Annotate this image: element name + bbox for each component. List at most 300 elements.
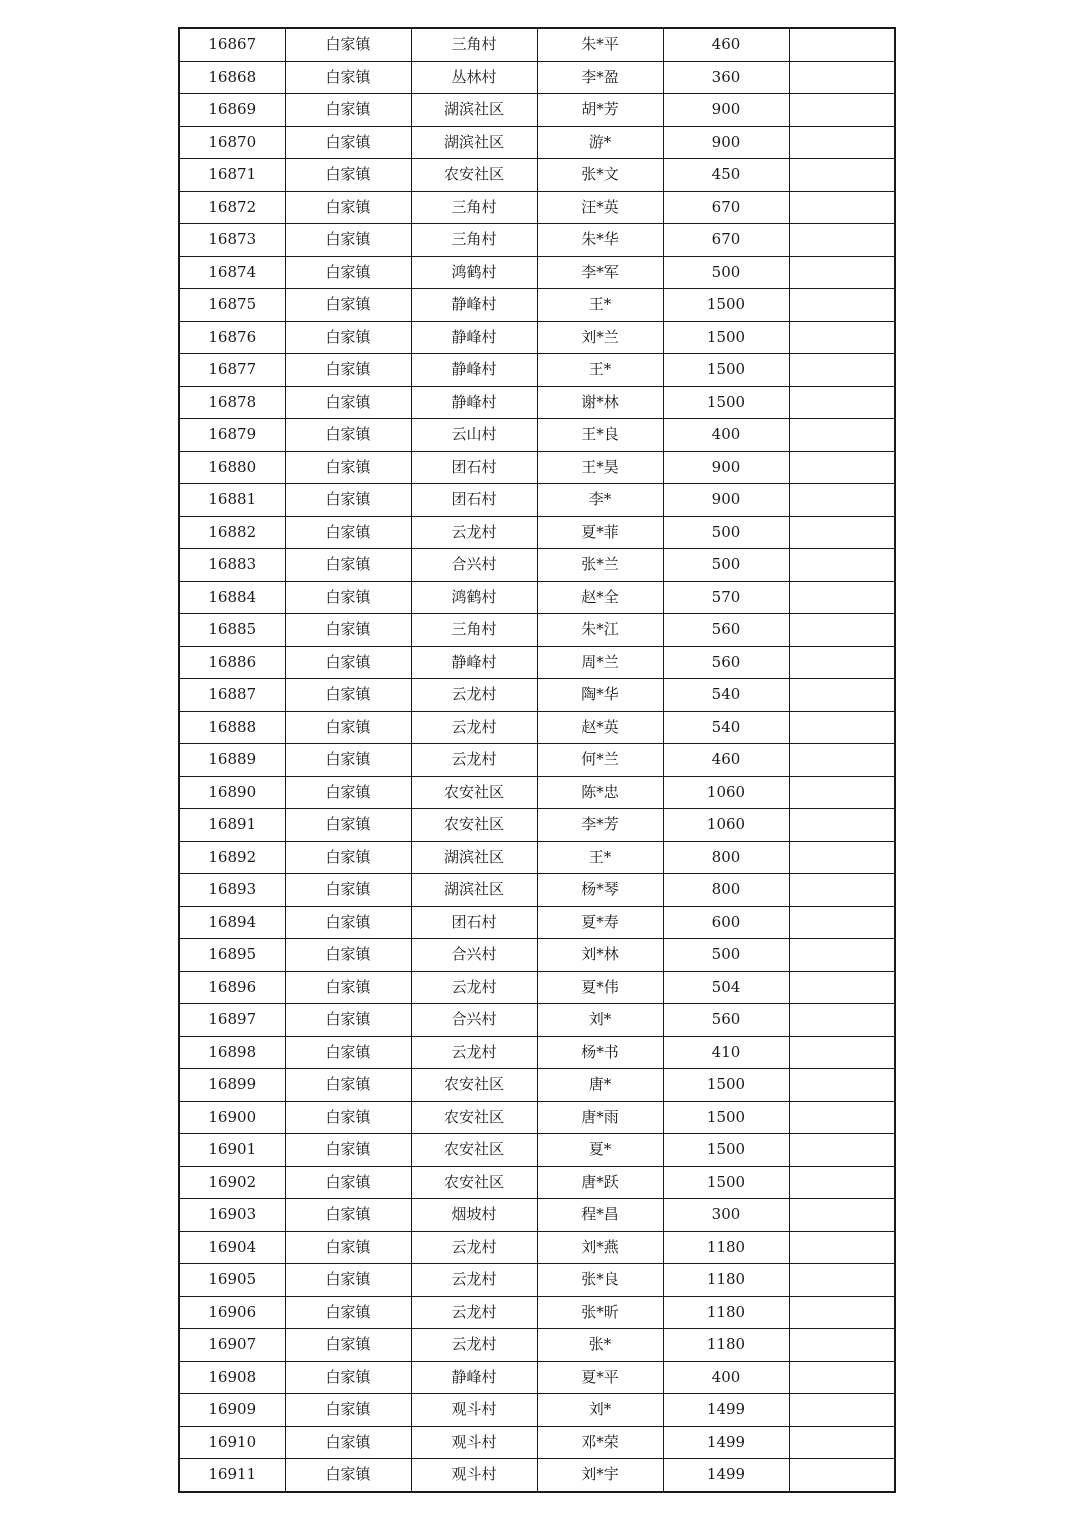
town-cell: 白家镇 <box>285 191 411 224</box>
amount-cell: 670 <box>663 191 789 224</box>
note-cell <box>789 289 895 322</box>
person-name-cell: 陶*华 <box>537 679 663 712</box>
table-row <box>179 971 895 1004</box>
village-cell: 静峰村 <box>411 386 537 419</box>
village-cell: 农安社区 <box>411 1134 537 1167</box>
town-cell: 白家镇 <box>285 94 411 127</box>
table-row <box>179 451 895 484</box>
town-cell: 白家镇 <box>285 289 411 322</box>
table-row <box>179 289 895 322</box>
row-index-cell: 16897 <box>179 1004 285 1037</box>
village-cell: 合兴村 <box>411 939 537 972</box>
amount-cell: 1500 <box>663 1101 789 1134</box>
table-row <box>179 191 895 224</box>
note-cell <box>789 1134 895 1167</box>
note-cell <box>789 126 895 159</box>
amount-cell: 540 <box>663 679 789 712</box>
row-index-cell: 16898 <box>179 1036 285 1069</box>
person-name-cell: 刘*宇 <box>537 1459 663 1492</box>
note-cell <box>789 581 895 614</box>
village-cell: 团石村 <box>411 484 537 517</box>
row-index-cell: 16880 <box>179 451 285 484</box>
amount-cell: 410 <box>663 1036 789 1069</box>
town-cell: 白家镇 <box>285 1069 411 1102</box>
town-cell: 白家镇 <box>285 1231 411 1264</box>
town-cell: 白家镇 <box>285 1361 411 1394</box>
row-index-cell: 16871 <box>179 159 285 192</box>
note-cell <box>789 451 895 484</box>
town-cell: 白家镇 <box>285 646 411 679</box>
note-cell <box>789 1101 895 1134</box>
note-cell <box>789 776 895 809</box>
person-name-cell: 刘* <box>537 1004 663 1037</box>
village-cell: 云龙村 <box>411 744 537 777</box>
row-index-cell: 16878 <box>179 386 285 419</box>
table-row <box>179 744 895 777</box>
person-name-cell: 夏*菲 <box>537 516 663 549</box>
table-row <box>179 1394 895 1427</box>
village-cell: 烟坡村 <box>411 1199 537 1232</box>
row-index-cell: 16896 <box>179 971 285 1004</box>
table-row <box>179 939 895 972</box>
row-index-cell: 16902 <box>179 1166 285 1199</box>
amount-cell: 1180 <box>663 1264 789 1297</box>
person-name-cell: 邓*荣 <box>537 1426 663 1459</box>
town-cell: 白家镇 <box>285 256 411 289</box>
person-name-cell: 朱*平 <box>537 28 663 61</box>
row-index-cell: 16903 <box>179 1199 285 1232</box>
amount-cell: 500 <box>663 516 789 549</box>
village-cell: 观斗村 <box>411 1394 537 1427</box>
row-index-cell: 16883 <box>179 549 285 582</box>
table-row <box>179 419 895 452</box>
town-cell: 白家镇 <box>285 809 411 842</box>
village-cell: 合兴村 <box>411 549 537 582</box>
table-row <box>179 581 895 614</box>
town-cell: 白家镇 <box>285 1004 411 1037</box>
row-index-cell: 16889 <box>179 744 285 777</box>
row-index-cell: 16874 <box>179 256 285 289</box>
note-cell <box>789 1166 895 1199</box>
village-cell: 丛林村 <box>411 61 537 94</box>
village-cell: 云龙村 <box>411 679 537 712</box>
table-row <box>179 484 895 517</box>
person-name-cell: 游* <box>537 126 663 159</box>
person-name-cell: 刘* <box>537 1394 663 1427</box>
row-index-cell: 16885 <box>179 614 285 647</box>
town-cell: 白家镇 <box>285 711 411 744</box>
note-cell <box>789 874 895 907</box>
row-index-cell: 16890 <box>179 776 285 809</box>
village-cell: 观斗村 <box>411 1459 537 1492</box>
note-cell <box>789 906 895 939</box>
table-row <box>179 516 895 549</box>
village-cell: 静峰村 <box>411 289 537 322</box>
note-cell <box>789 1264 895 1297</box>
row-index-cell: 16910 <box>179 1426 285 1459</box>
village-cell: 湖滨社区 <box>411 126 537 159</box>
note-cell <box>789 711 895 744</box>
person-name-cell: 朱*江 <box>537 614 663 647</box>
person-name-cell: 杨*琴 <box>537 874 663 907</box>
village-cell: 合兴村 <box>411 1004 537 1037</box>
note-cell <box>789 1361 895 1394</box>
village-cell: 静峰村 <box>411 321 537 354</box>
person-name-cell: 胡*芳 <box>537 94 663 127</box>
town-cell: 白家镇 <box>285 1296 411 1329</box>
amount-cell: 800 <box>663 841 789 874</box>
town-cell: 白家镇 <box>285 354 411 387</box>
person-name-cell: 程*昌 <box>537 1199 663 1232</box>
person-name-cell: 张* <box>537 1329 663 1362</box>
row-index-cell: 16907 <box>179 1329 285 1362</box>
row-index-cell: 16908 <box>179 1361 285 1394</box>
row-index-cell: 16882 <box>179 516 285 549</box>
row-index-cell: 16877 <box>179 354 285 387</box>
row-index-cell: 16868 <box>179 61 285 94</box>
roster-table <box>178 27 896 1493</box>
person-name-cell: 赵*全 <box>537 581 663 614</box>
person-name-cell: 王*良 <box>537 419 663 452</box>
amount-cell: 500 <box>663 549 789 582</box>
person-name-cell: 谢*林 <box>537 386 663 419</box>
town-cell: 白家镇 <box>285 971 411 1004</box>
town-cell: 白家镇 <box>285 1166 411 1199</box>
village-cell: 湖滨社区 <box>411 94 537 127</box>
note-cell <box>789 419 895 452</box>
table-row <box>179 1199 895 1232</box>
amount-cell: 1180 <box>663 1231 789 1264</box>
table-row <box>179 614 895 647</box>
person-name-cell: 王* <box>537 841 663 874</box>
note-cell <box>789 1459 895 1492</box>
note-cell <box>789 354 895 387</box>
table-row <box>179 1296 895 1329</box>
row-index-cell: 16892 <box>179 841 285 874</box>
amount-cell: 560 <box>663 614 789 647</box>
row-index-cell: 16884 <box>179 581 285 614</box>
row-index-cell: 16905 <box>179 1264 285 1297</box>
person-name-cell: 李*盈 <box>537 61 663 94</box>
amount-cell: 800 <box>663 874 789 907</box>
village-cell: 观斗村 <box>411 1426 537 1459</box>
amount-cell: 1500 <box>663 1069 789 1102</box>
town-cell: 白家镇 <box>285 776 411 809</box>
amount-cell: 1499 <box>663 1459 789 1492</box>
person-name-cell: 张*昕 <box>537 1296 663 1329</box>
amount-cell: 1499 <box>663 1394 789 1427</box>
person-name-cell: 李* <box>537 484 663 517</box>
table-row <box>179 809 895 842</box>
amount-cell: 504 <box>663 971 789 1004</box>
row-index-cell: 16886 <box>179 646 285 679</box>
amount-cell: 360 <box>663 61 789 94</box>
row-index-cell: 16870 <box>179 126 285 159</box>
town-cell: 白家镇 <box>285 1199 411 1232</box>
table-row <box>179 679 895 712</box>
village-cell: 三角村 <box>411 614 537 647</box>
village-cell: 云龙村 <box>411 711 537 744</box>
person-name-cell: 刘*林 <box>537 939 663 972</box>
person-name-cell: 王* <box>537 354 663 387</box>
person-name-cell: 赵*英 <box>537 711 663 744</box>
row-index-cell: 16893 <box>179 874 285 907</box>
table-row <box>179 126 895 159</box>
town-cell: 白家镇 <box>285 581 411 614</box>
village-cell: 云龙村 <box>411 1329 537 1362</box>
amount-cell: 670 <box>663 224 789 257</box>
village-cell: 三角村 <box>411 224 537 257</box>
note-cell <box>789 1231 895 1264</box>
amount-cell: 1180 <box>663 1329 789 1362</box>
note-cell <box>789 939 895 972</box>
amount-cell: 1060 <box>663 809 789 842</box>
person-name-cell: 朱*华 <box>537 224 663 257</box>
amount-cell: 1180 <box>663 1296 789 1329</box>
town-cell: 白家镇 <box>285 386 411 419</box>
town-cell: 白家镇 <box>285 159 411 192</box>
town-cell: 白家镇 <box>285 1036 411 1069</box>
table-row <box>179 776 895 809</box>
note-cell <box>789 516 895 549</box>
amount-cell: 1500 <box>663 1166 789 1199</box>
town-cell: 白家镇 <box>285 1329 411 1362</box>
town-cell: 白家镇 <box>285 1394 411 1427</box>
table-row <box>179 354 895 387</box>
village-cell: 静峰村 <box>411 354 537 387</box>
amount-cell: 460 <box>663 28 789 61</box>
village-cell: 湖滨社区 <box>411 841 537 874</box>
amount-cell: 300 <box>663 1199 789 1232</box>
amount-cell: 500 <box>663 256 789 289</box>
row-index-cell: 16911 <box>179 1459 285 1492</box>
note-cell <box>789 971 895 1004</box>
note-cell <box>789 28 895 61</box>
note-cell <box>789 224 895 257</box>
table-row <box>179 1426 895 1459</box>
town-cell: 白家镇 <box>285 484 411 517</box>
table-row <box>179 1069 895 1102</box>
note-cell <box>789 1329 895 1362</box>
person-name-cell: 夏*伟 <box>537 971 663 1004</box>
village-cell: 云龙村 <box>411 1036 537 1069</box>
person-name-cell: 唐*跃 <box>537 1166 663 1199</box>
note-cell <box>789 61 895 94</box>
town-cell: 白家镇 <box>285 451 411 484</box>
amount-cell: 400 <box>663 1361 789 1394</box>
person-name-cell: 周*兰 <box>537 646 663 679</box>
town-cell: 白家镇 <box>285 1134 411 1167</box>
village-cell: 云龙村 <box>411 1296 537 1329</box>
town-cell: 白家镇 <box>285 1426 411 1459</box>
village-cell: 鸿鹤村 <box>411 256 537 289</box>
row-index-cell: 16904 <box>179 1231 285 1264</box>
row-index-cell: 16887 <box>179 679 285 712</box>
note-cell <box>789 94 895 127</box>
note-cell <box>789 679 895 712</box>
amount-cell: 1500 <box>663 386 789 419</box>
table-row <box>179 1459 895 1492</box>
town-cell: 白家镇 <box>285 874 411 907</box>
person-name-cell: 张*文 <box>537 159 663 192</box>
town-cell: 白家镇 <box>285 1101 411 1134</box>
roster-table-body <box>179 28 895 1492</box>
person-name-cell: 夏*寿 <box>537 906 663 939</box>
table-row <box>179 61 895 94</box>
village-cell: 静峰村 <box>411 646 537 679</box>
village-cell: 湖滨社区 <box>411 874 537 907</box>
note-cell <box>789 191 895 224</box>
person-name-cell: 李*军 <box>537 256 663 289</box>
person-name-cell: 李*芳 <box>537 809 663 842</box>
amount-cell: 570 <box>663 581 789 614</box>
town-cell: 白家镇 <box>285 28 411 61</box>
amount-cell: 560 <box>663 646 789 679</box>
person-name-cell: 汪*英 <box>537 191 663 224</box>
amount-cell: 400 <box>663 419 789 452</box>
town-cell: 白家镇 <box>285 61 411 94</box>
village-cell: 农安社区 <box>411 159 537 192</box>
amount-cell: 900 <box>663 94 789 127</box>
amount-cell: 460 <box>663 744 789 777</box>
person-name-cell: 张*良 <box>537 1264 663 1297</box>
row-index-cell: 16894 <box>179 906 285 939</box>
row-index-cell: 16899 <box>179 1069 285 1102</box>
amount-cell: 900 <box>663 451 789 484</box>
village-cell: 云龙村 <box>411 971 537 1004</box>
table-row <box>179 224 895 257</box>
person-name-cell: 夏* <box>537 1134 663 1167</box>
village-cell: 云山村 <box>411 419 537 452</box>
row-index-cell: 16872 <box>179 191 285 224</box>
note-cell <box>789 386 895 419</box>
village-cell: 云龙村 <box>411 1231 537 1264</box>
person-name-cell: 何*兰 <box>537 744 663 777</box>
person-name-cell: 唐*雨 <box>537 1101 663 1134</box>
person-name-cell: 唐* <box>537 1069 663 1102</box>
note-cell <box>789 1004 895 1037</box>
row-index-cell: 16875 <box>179 289 285 322</box>
village-cell: 农安社区 <box>411 809 537 842</box>
table-row <box>179 1166 895 1199</box>
person-name-cell: 张*兰 <box>537 549 663 582</box>
village-cell: 静峰村 <box>411 1361 537 1394</box>
village-cell: 三角村 <box>411 28 537 61</box>
row-index-cell: 16906 <box>179 1296 285 1329</box>
row-index-cell: 16891 <box>179 809 285 842</box>
table-row <box>179 549 895 582</box>
note-cell <box>789 744 895 777</box>
table-row <box>179 646 895 679</box>
note-cell <box>789 1199 895 1232</box>
village-cell: 鸿鹤村 <box>411 581 537 614</box>
row-index-cell: 16867 <box>179 28 285 61</box>
note-cell <box>789 549 895 582</box>
town-cell: 白家镇 <box>285 126 411 159</box>
amount-cell: 500 <box>663 939 789 972</box>
table-row <box>179 386 895 419</box>
town-cell: 白家镇 <box>285 906 411 939</box>
table-row <box>179 159 895 192</box>
table-row <box>179 321 895 354</box>
table-row <box>179 28 895 61</box>
note-cell <box>789 614 895 647</box>
amount-cell: 900 <box>663 484 789 517</box>
person-name-cell: 王*昊 <box>537 451 663 484</box>
table-row <box>179 1231 895 1264</box>
row-index-cell: 16879 <box>179 419 285 452</box>
town-cell: 白家镇 <box>285 841 411 874</box>
village-cell: 云龙村 <box>411 516 537 549</box>
note-cell <box>789 159 895 192</box>
town-cell: 白家镇 <box>285 744 411 777</box>
town-cell: 白家镇 <box>285 321 411 354</box>
person-name-cell: 杨*书 <box>537 1036 663 1069</box>
row-index-cell: 16895 <box>179 939 285 972</box>
town-cell: 白家镇 <box>285 224 411 257</box>
amount-cell: 450 <box>663 159 789 192</box>
table-row <box>179 1361 895 1394</box>
amount-cell: 540 <box>663 711 789 744</box>
amount-cell: 1060 <box>663 776 789 809</box>
table-row <box>179 906 895 939</box>
person-name-cell: 刘*燕 <box>537 1231 663 1264</box>
row-index-cell: 16901 <box>179 1134 285 1167</box>
table-row <box>179 1004 895 1037</box>
note-cell <box>789 841 895 874</box>
table-row <box>179 256 895 289</box>
amount-cell: 1500 <box>663 321 789 354</box>
amount-cell: 1500 <box>663 354 789 387</box>
town-cell: 白家镇 <box>285 549 411 582</box>
row-index-cell: 16909 <box>179 1394 285 1427</box>
village-cell: 三角村 <box>411 191 537 224</box>
note-cell <box>789 1394 895 1427</box>
person-name-cell: 刘*兰 <box>537 321 663 354</box>
town-cell: 白家镇 <box>285 516 411 549</box>
note-cell <box>789 1426 895 1459</box>
table-row <box>179 1134 895 1167</box>
table-row <box>179 1036 895 1069</box>
note-cell <box>789 1036 895 1069</box>
row-index-cell: 16876 <box>179 321 285 354</box>
amount-cell: 900 <box>663 126 789 159</box>
note-cell <box>789 646 895 679</box>
town-cell: 白家镇 <box>285 614 411 647</box>
table-row <box>179 1264 895 1297</box>
note-cell <box>789 321 895 354</box>
person-name-cell: 夏*平 <box>537 1361 663 1394</box>
town-cell: 白家镇 <box>285 1459 411 1492</box>
amount-cell: 1499 <box>663 1426 789 1459</box>
table-row <box>179 874 895 907</box>
note-cell <box>789 256 895 289</box>
row-index-cell: 16881 <box>179 484 285 517</box>
village-cell: 农安社区 <box>411 1069 537 1102</box>
note-cell <box>789 1069 895 1102</box>
table-row <box>179 1101 895 1134</box>
row-index-cell: 16873 <box>179 224 285 257</box>
village-cell: 农安社区 <box>411 1166 537 1199</box>
amount-cell: 1500 <box>663 289 789 322</box>
table-row <box>179 841 895 874</box>
village-cell: 云龙村 <box>411 1264 537 1297</box>
village-cell: 团石村 <box>411 906 537 939</box>
note-cell <box>789 484 895 517</box>
note-cell <box>789 1296 895 1329</box>
note-cell <box>789 809 895 842</box>
person-name-cell: 陈*忠 <box>537 776 663 809</box>
